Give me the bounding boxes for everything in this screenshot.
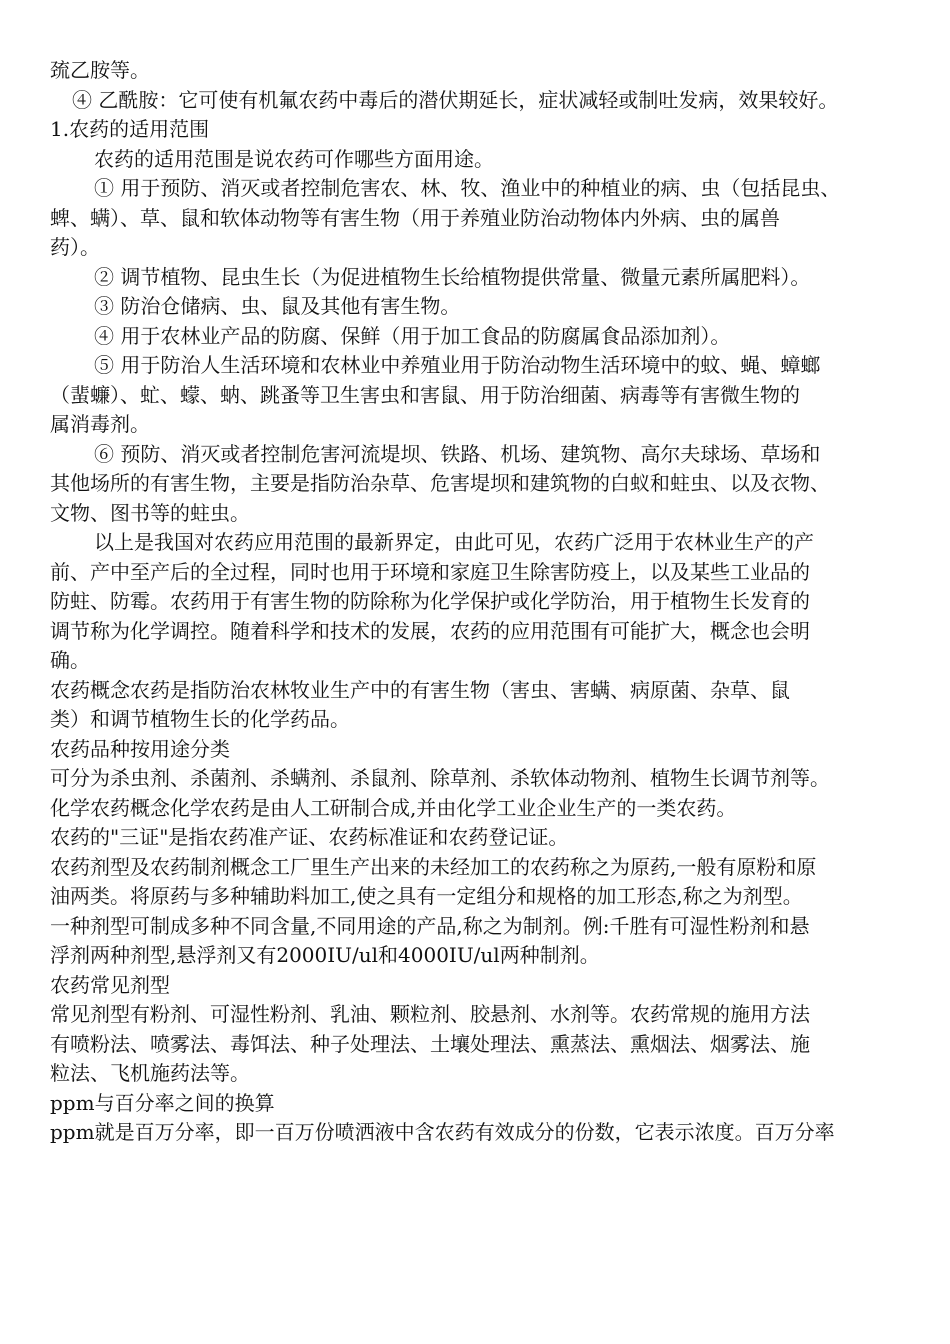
text-line: （蜚蠊）、虻、蠓、蚋、跳蚤等卫生害虫和害鼠、用于防治细菌、病毒等有害微生物的 <box>50 382 800 407</box>
text-line: ② 调节植物、昆虫生长（为促进植物生长给植物提供常量、微量元素所属肥料）。 <box>94 264 811 289</box>
text-line: 以上是我国对农药应用范围的最新界定，由此可见，农药广泛用于农林业生产的产 <box>94 530 814 554</box>
text-line: 前、产中至产后的全过程，同时也用于环境和家庭卫生除害防疫上，以及某些工业品的 <box>50 559 810 584</box>
text-line: 类）和调节植物生长的化学药品。 <box>50 707 350 731</box>
text-line: 1.农药的适用范围 <box>50 117 210 141</box>
text-line: 有喷粉法、喷雾法、毒饵法、种子处理法、土壤处理法、熏蒸法、熏烟法、烟雾法、施 <box>50 1031 810 1056</box>
text-line: 文物、图书等的蛀虫。 <box>50 500 250 525</box>
text-line: 农药剂型及农药制剂概念工厂里生产出来的未经加工的农药称之为原药,一般有原粉和原 <box>50 854 817 879</box>
text-line: 确。 <box>50 648 90 672</box>
text-line: 粒法、飞机施药法等。 <box>50 1061 250 1085</box>
text-line: 农药概念农药是指防治农林牧业生产中的有害生物（害虫、害螨、病原菌、杂草、鼠 <box>50 677 790 702</box>
text-line: 属消毒剂。 <box>50 412 150 436</box>
text-line: 药）。 <box>50 235 100 259</box>
document-page <box>50 56 925 1148</box>
text-line: 农药的适用范围是说农药可作哪些方面用途。 <box>94 146 494 171</box>
text-line: ④ 乙酰胺：它可使有机氟农药中毒后的潜伏期延长，症状减轻或制吐发病，效果较好。 <box>72 87 839 112</box>
text-line: 巯乙胺等。 <box>50 58 150 82</box>
text-line: 一种剂型可制成多种不同含量,不同用途的产品,称之为制剂。例:千胜有可湿性粉剂和悬 <box>50 913 810 938</box>
text-line: 浮剂两种剂型,悬浮剂又有2000IU/ul和4000IU/ul两种制剂。 <box>50 943 600 967</box>
text-line: ⑤ 用于防治人生活环境和农林业中养殖业用于防治动物生活环境中的蚊、蝇、蟑螂 <box>94 353 821 377</box>
text-line: 常见剂型有粉剂、可湿性粉剂、乳油、颗粒剂、胶悬剂、水剂等。农药常规的施用方法 <box>50 1002 810 1026</box>
text-line: 其他场所的有害生物，主要是指防治杂草、危害堤坝和建筑物的白蚁和蛀虫、以及衣物、 <box>50 471 830 495</box>
text-line: 防蛀、防霉。农药用于有害生物的防除称为化学保护或化学防治，用于植物生长发育的 <box>50 589 810 613</box>
text-line: ⑥ 预防、消灭或者控制危害河流堤坝、铁路、机场、建筑物、高尔夫球场、草场和 <box>94 441 821 466</box>
text-line: 可分为杀虫剂、杀菌剂、杀螨剂、杀鼠剂、除草剂、杀软体动物剂、植物生长调节剂等。 <box>50 766 830 790</box>
text-line: ppm就是百万分率，即一百万份喷洒液中含农药有效成分的份数，它表示浓度。百万分率 <box>50 1120 835 1144</box>
text-line: 蜱、螨）、草、鼠和软体动物等有害生物（用于养殖业防治动物体内外病、虫的属兽 <box>50 205 780 230</box>
text-line: 调节称为化学调控。随着科学和技术的发展，农药的应用范围有可能扩大，概念也会明 <box>50 618 810 643</box>
text-line: ③ 防治仓储病、虫、鼠及其他有害生物。 <box>94 294 461 318</box>
text-line: ppm与百分率之间的换算 <box>50 1090 275 1115</box>
text-line: ① 用于预防、消灭或者控制危害农、林、牧、渔业中的种植业的病、虫（包括昆虫、 <box>94 176 841 200</box>
text-line: 油两类。将原药与多种辅助料加工,使之具有一定组分和规格的加工形态,称之为剂型。 <box>50 884 803 908</box>
text-line: 农药常见剂型 <box>50 972 170 997</box>
text-line: 农药的"三证"是指农药准产证、农药标准证和农药登记证。 <box>50 825 569 849</box>
text-line: 化学农药概念化学农药是由人工研制合成,并由化学工业企业生产的一类农药。 <box>50 795 737 820</box>
text-line: ④ 用于农林业产品的防腐、保鲜（用于加工食品的防腐属食品添加剂）。 <box>94 323 731 348</box>
text-line: 农药品种按用途分类 <box>50 736 230 761</box>
